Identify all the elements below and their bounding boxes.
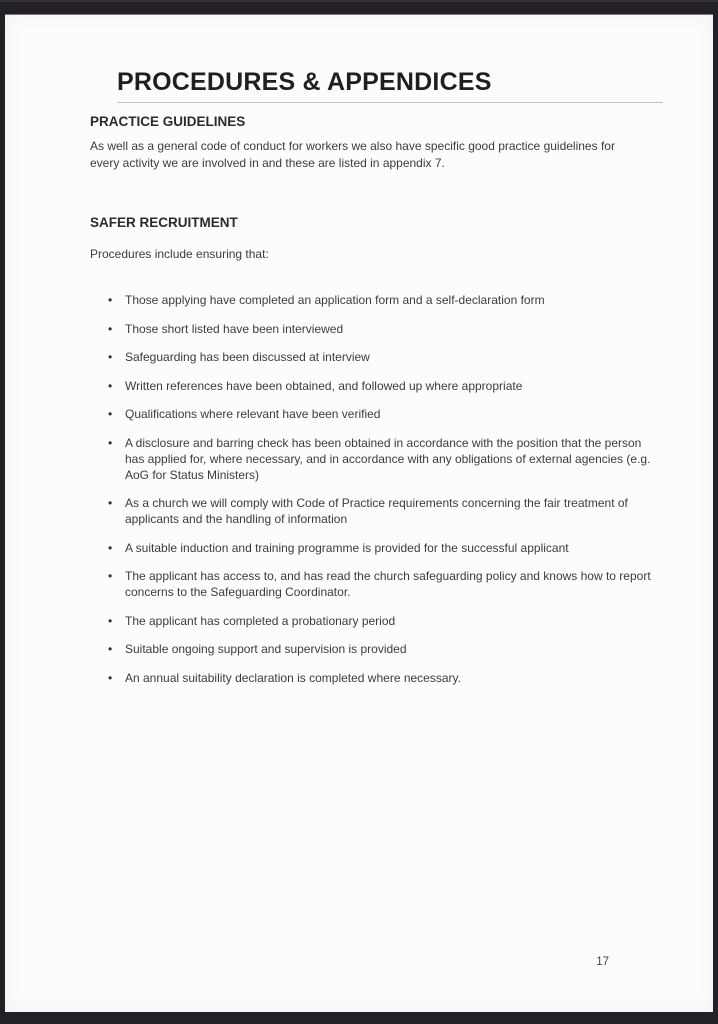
- bullet-text: A disclosure and barring check has been obtained in accordance with the position that the person has applied for, where necessary, and in accordance with any obligations of external agencies (e.g. AoG for Status Ministers): [125, 435, 651, 482]
- bullet-dot-icon: •: [108, 670, 113, 685]
- bullet-text: Suitable ongoing support and supervision is provided: [125, 642, 407, 656]
- bullet-item: [90, 613, 658, 629]
- bullet-text: An annual suitability declaration is completed where necessary.: [125, 670, 461, 685]
- safer-recruitment-bullet-list: [90, 292, 663, 686]
- section-heading-practice-guidelines: PRACTICE GUIDELINES: [90, 114, 246, 129]
- bullet-dot-icon: •: [108, 496, 113, 510]
- section-heading-safer-recruitment: SAFER RECRUITMENT: [90, 215, 238, 230]
- bullet-text: A suitable induction and training programme is provided for the successful applicant: [125, 540, 569, 555]
- bullet-text: Those applying have completed an application form and a self-declaration form: [125, 293, 545, 307]
- bullet-dot-icon: •: [108, 350, 113, 364]
- bullet-dot-icon: •: [108, 569, 113, 583]
- bullet-item: [90, 378, 658, 394]
- bullet-item: [90, 641, 658, 657]
- bullet-text: Qualifications where relevant have been verified: [125, 407, 381, 421]
- bullet-text: Safeguarding has been discussed at interview: [125, 350, 370, 364]
- bullet-dot-icon: •: [108, 540, 113, 555]
- page-number: 17: [596, 956, 609, 968]
- bullet-text: The applicant has access to, and has read the church safeguarding policy and knows how to report concerns to the Safeguarding Coordinator.: [125, 569, 651, 599]
- practice-guidelines-paragraph: As well as a general code of conduct for workers we also have specific good practice guidelines for every activity we are involved in and these are listed in appendix 7.: [90, 139, 615, 170]
- bullet-dot-icon: •: [108, 407, 113, 421]
- bullet-text: Those short listed have been interviewed: [125, 321, 344, 336]
- bullet-dot-icon: •: [108, 435, 113, 450]
- safer-recruitment-intro: Procedures include ensuring that:: [90, 247, 269, 261]
- bullet-item: [90, 495, 658, 527]
- bullet-dot-icon: •: [108, 378, 113, 393]
- bullet-item: [90, 292, 658, 308]
- bullet-item: [90, 321, 658, 337]
- bullet-item: [90, 568, 658, 600]
- page-title: PROCEDURES & APPENDICES: [117, 68, 492, 96]
- bullet-dot-icon: •: [108, 613, 113, 628]
- bullet-dot-icon: •: [108, 321, 113, 336]
- bullet-text: As a church we will comply with Code of Practice requirements concerning the fair treatment of applicants and the handling of information: [125, 496, 628, 526]
- document-page: [5, 15, 713, 1012]
- bullet-dot-icon: •: [108, 293, 113, 307]
- page-content: [5, 15, 713, 686]
- bullet-item: [90, 435, 658, 483]
- bullet-text: The applicant has completed a probationary period: [125, 613, 396, 628]
- bullet-item: [90, 540, 658, 556]
- bullet-text: Written references have been obtained, and followed up where appropriate: [125, 378, 523, 393]
- bullet-item: [90, 349, 658, 365]
- bullet-item: [90, 670, 658, 686]
- title-underline-rule: [117, 102, 663, 103]
- bullet-item: [90, 406, 658, 422]
- bullet-dot-icon: •: [108, 642, 113, 656]
